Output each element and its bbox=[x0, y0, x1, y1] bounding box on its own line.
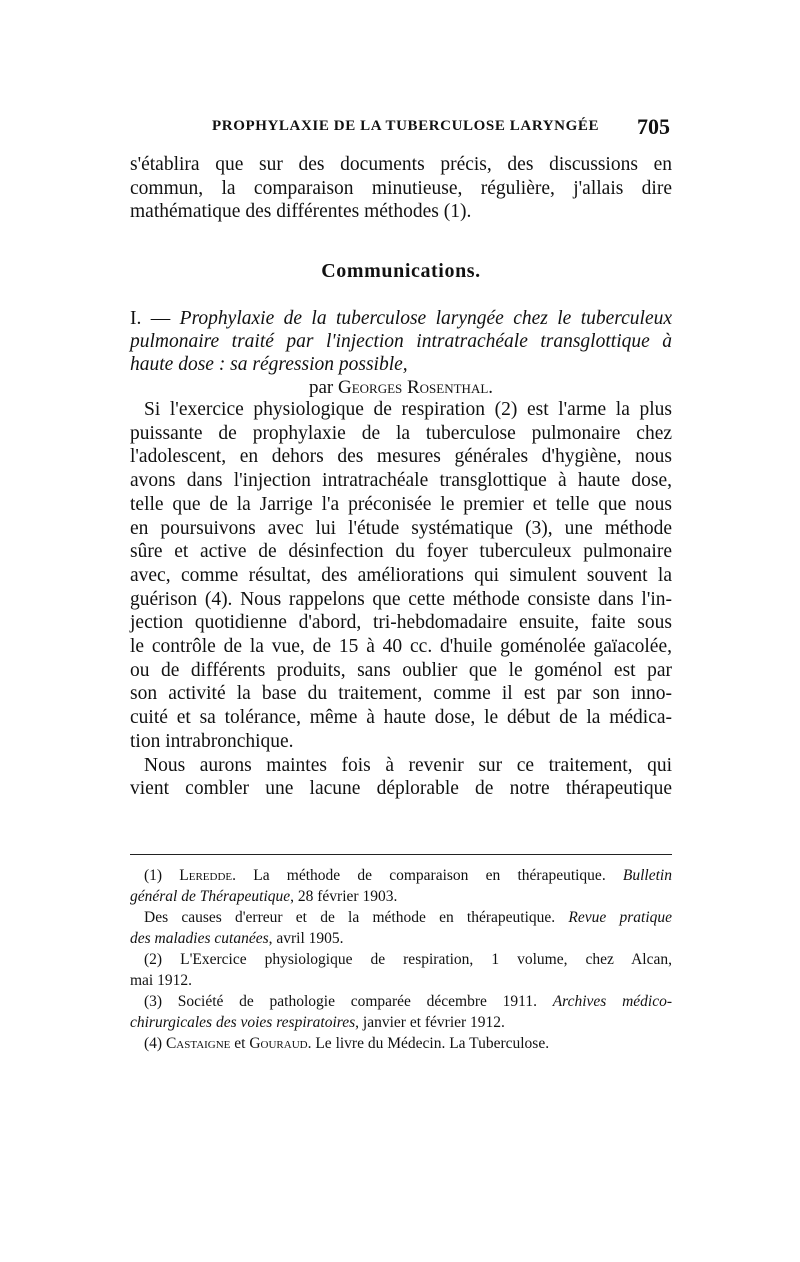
footnote-rule bbox=[130, 854, 672, 855]
text-line: s'établira que sur des documents précis, des discussions en bbox=[130, 154, 672, 175]
text-line: avons dans l'injection intratrachéale transglottique à haute dose, bbox=[130, 470, 672, 492]
footnote-text: (4) bbox=[144, 1035, 166, 1052]
footnote-text: Le livre du Médecin. La Tuberculose. bbox=[311, 1035, 550, 1052]
text-line: l'adolescent, en dehors des mesures générales d'hygiène, nous bbox=[130, 446, 672, 468]
footnote-text: , avril 1905. bbox=[268, 930, 344, 947]
footnote-3-line bbox=[130, 991, 672, 1012]
text-line: sûre et active de désinfection du foyer tuberculeux pulmonaire bbox=[130, 541, 672, 563]
footnote-2-line: (2) L'Exercice physiologique de respiration, 1 volume, chez Alcan, bbox=[144, 951, 672, 968]
footnote-1b-line bbox=[130, 928, 672, 949]
page-number: 705 bbox=[637, 114, 670, 139]
section-heading: Communications. bbox=[321, 260, 481, 282]
text-line: puissante de prophylaxie de la tuberculose pulmonaire chez bbox=[130, 422, 672, 444]
text-line: son activité la base du traitement, comme il est par son inno- bbox=[130, 683, 672, 705]
author-line bbox=[130, 377, 672, 399]
text-line bbox=[130, 307, 672, 330]
text-line: jection quotidienne d'abord, tri-hebdomadaire ensuite, faite sous bbox=[130, 612, 672, 634]
footnote-text: (3) Société de pathologie comparée décembre 1911. bbox=[144, 993, 553, 1010]
body-text bbox=[130, 398, 672, 801]
text-line: tion intrabronchique. bbox=[130, 730, 294, 752]
footnote-text: et bbox=[230, 1035, 250, 1052]
journal-title: Bulletin bbox=[622, 867, 672, 884]
author-prefix: par bbox=[308, 377, 334, 398]
journal-title: Revue pratique bbox=[568, 909, 673, 926]
text-line: telle que de la Jarrige l'a préconisée le premier et telle que nous bbox=[130, 493, 672, 515]
text-line: le contrôle de la vue, de 15 à 40 cc. d'huile goménolée gaïacolée, bbox=[130, 636, 672, 658]
text-line: pulmonaire traité par l'injection intratrachéale transglottique à bbox=[130, 331, 672, 352]
intro-paragraph bbox=[130, 153, 672, 224]
text-line: haute dose : sa régression possible, bbox=[130, 354, 408, 375]
author-name: Georges Rosenthal. bbox=[337, 377, 494, 398]
text-line: vient combler une lacune déplorable de notre thérapeutique bbox=[130, 778, 672, 800]
footnote-author: (1) Leredde. bbox=[144, 867, 237, 884]
footnote-1-line bbox=[130, 865, 672, 886]
text-line: ou de différents produits, sans oublier que le goménol est par bbox=[130, 659, 672, 681]
footnote-text: , janvier et février 1912. bbox=[355, 1014, 505, 1031]
text-line: Si l'exercice physiologique de respiration (2) est l'arme la plus bbox=[144, 399, 672, 420]
footnote-text: , 28 février 1903. bbox=[290, 888, 398, 905]
text-line: commun, la comparaison minutieuse, régulière, j'allais dire bbox=[130, 177, 672, 199]
footnote-text: Des causes d'erreur et de la méthode en thérapeutique. bbox=[144, 909, 569, 926]
text-line: Nous aurons maintes fois à revenir sur ce traitement, qui bbox=[144, 754, 672, 776]
footnote-1-line bbox=[130, 886, 672, 907]
footnote-2-line: mai 1912. bbox=[130, 972, 192, 989]
running-header bbox=[130, 114, 674, 144]
journal-title: des maladies cutanées bbox=[130, 930, 269, 947]
text-line: cuité et sa tolérance, même à haute dose, le début de la médica- bbox=[130, 707, 672, 729]
journal-title: général de Thérapeutique bbox=[130, 888, 291, 905]
running-title: PROPHYLAXIE DE LA TUBERCULOSE LARYNGÉE bbox=[212, 118, 600, 134]
communication-number: I. — bbox=[130, 308, 171, 329]
text-line: avec, comme résultat, des améliorations qui simulent souvent la bbox=[130, 564, 672, 586]
footnote-author: Castaigne bbox=[165, 1035, 231, 1052]
text-line: guérison (4). Nous rappelons que cette méthode consiste dans l'in- bbox=[130, 588, 672, 610]
footnotes bbox=[130, 865, 672, 1054]
text-line: mathématique des différentes méthodes (1). bbox=[130, 201, 472, 223]
communication-title bbox=[130, 307, 672, 376]
footnote-4-line bbox=[130, 1033, 672, 1054]
title-line: Prophylaxie de la tuberculose laryngée chez le tuberculeux bbox=[179, 308, 673, 329]
footnote-author: Gouraud. bbox=[249, 1035, 312, 1052]
footnote-text: La méthode de comparaison en thérapeutique. bbox=[236, 867, 623, 884]
journal-title: chirurgicales des voies respiratoires bbox=[130, 1014, 356, 1031]
footnote-1b-line bbox=[130, 907, 672, 928]
text-line: en poursuivons avec lui l'étude systématique (3), une méthode bbox=[130, 517, 672, 539]
footnote-3-line bbox=[130, 1012, 672, 1033]
journal-title: Archives médico- bbox=[552, 993, 672, 1010]
